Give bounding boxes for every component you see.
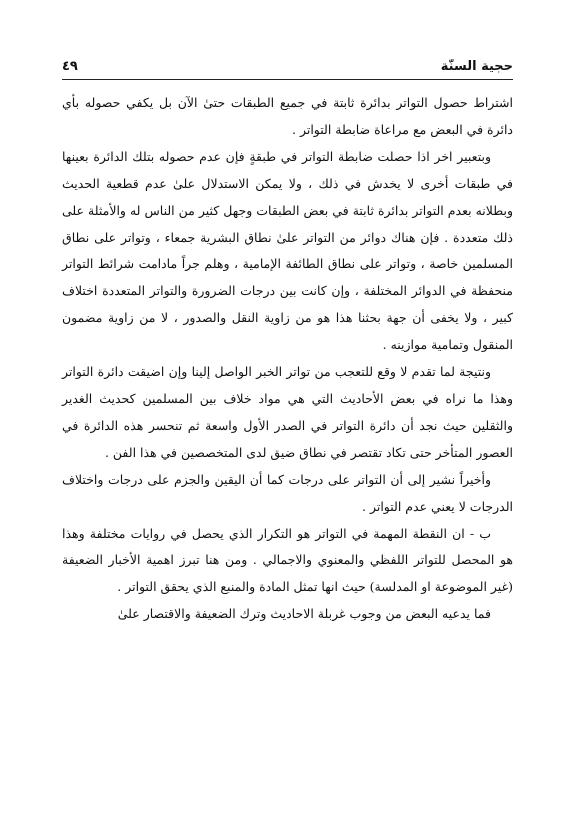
header-rule <box>62 79 513 80</box>
paragraph: وبتعبير اخر اذا حصلت ضابطة التواتر في طبقةٍ فإن عدم حصوله بتلك الدائرة بعينها في طبقات أخرى لا يخدش في ذلك ، ولا يمكن الاستدلال علىٰ عدم قطعية الحديث وبطلانه بعدم التواتر بدائرة ثابتة في بعض الطبقات وجهل كثير من الناس له والأمثلة على ذلك متعددة . فإن هناك دوائر من التواتر علىٰ نطاق البشرية جمعاء ، وتواتر على نطاق المسلمين خاصة ، وتواتر على نطاق الطائفة الإمامية ، وهلم جراً مادامت شرائط التواتر منحفظة في الدوائر المختلفة ، وإن كانت بين درجات الضرورة والتواتر المتعددة اختلاف كبير ، ولا يخفى أن جهة بحثنا هذا هو من زاوية النقل والصدور ، لا من زاوية مضمون المنقول وتمامية موازينه . <box>62 148 513 353</box>
page-number: ٤٩ <box>62 59 78 74</box>
paragraph-point-b: ب - ان النقطة المهمة في التواتر هو التكرار الذي يحصل في روايات مختلفة وهذا هو المحصل للتواتر اللفظي والمعنوي والاجمالي . ومن هنا تبرز اهمية الأخبار الضعيفة (غير الموضوعة او المدلسة) حيث انها تمثل المادة والمنبع الذي يحقق التواتر . <box>62 525 513 595</box>
running-title: حجية السنّة <box>440 59 513 74</box>
body-text <box>62 90 513 628</box>
paragraph: وأخيراً نشير إلى أن التواتر على درجات كما أن اليقين والجزم على درجات واختلاف الدرجات لا يعني عدم التواتر . <box>62 471 513 514</box>
paragraph: ونتيجة لما تقدم لا وقع للتعجب من تواتر الخبر الواصل إلينا وإن اضيقت دائرة التواتر وهذا ما نراه في بعض الأحاديث التي هي مواد خلاف بين المسلمين كحديث الغدير والثقلين حيث نجد أن دائرة التواتر في الصدر الأول واسعة ثم تنحسر هذه الدائرة في العصور المتأخر حتى تكاد تقتصر في نطاق ضيق لدى المتخصصين في هذا الفن . <box>62 364 513 460</box>
running-header <box>62 52 513 74</box>
paragraph-continued: فما يدعيه البعض من وجوب غربلة الاحاديث وترك الضعيفة والاقتصار علىٰ <box>117 606 491 622</box>
paragraph-continuation: اشتراط حصول التواتر بدائرة ثابتة في جميع الطبقات حتىٰ الآن بل يكفي حصوله بأي دائرة في البعض مع مراعاة ضابطة التواتر . <box>62 95 513 137</box>
